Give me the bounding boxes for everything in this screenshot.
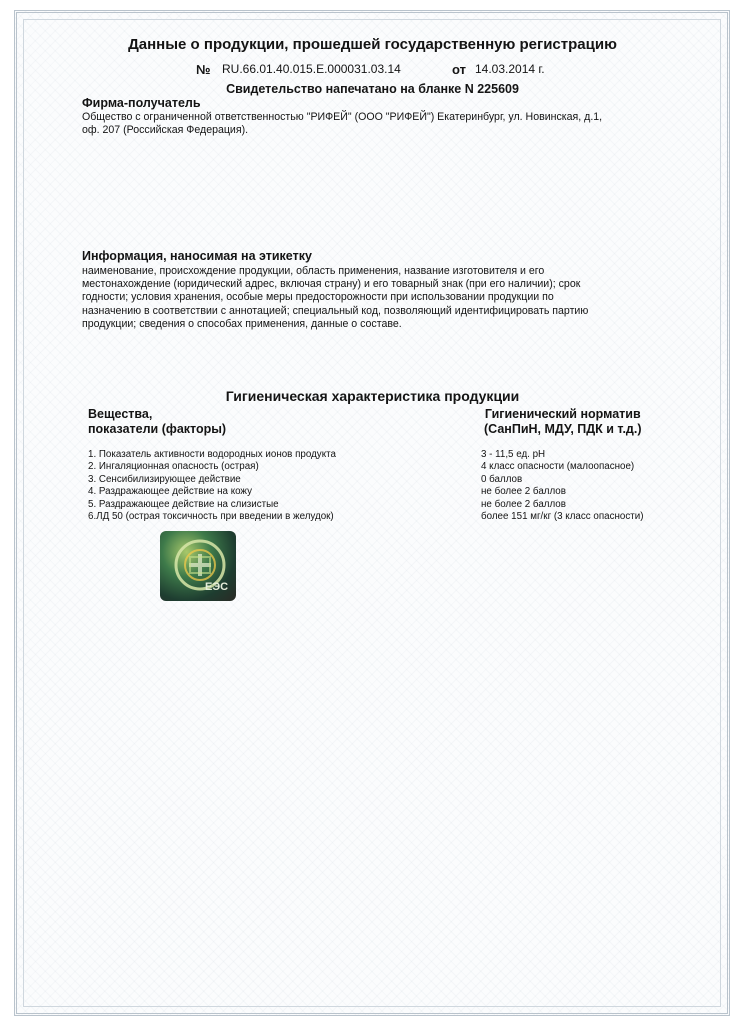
registration-number: RU.66.01.40.015.E.000031.03.14 [222, 62, 401, 76]
recipient-text [82, 111, 602, 137]
hologram-text: ЕЭС [205, 581, 229, 593]
recipient-line: Общество с ограниченной ответственностью "РИФЕЙ" (ООО "РИФЕЙ") Екатеринбург, ул. Новинская, д.1, [82, 111, 603, 123]
hologram-seal-icon [160, 531, 236, 601]
label-info-line: продукции; сведения о способах применения, данные о составе. [82, 317, 402, 330]
norms-head-line: Гигиенический норматив [484, 407, 641, 421]
recipient-line: оф. 207 (Российская Федерация). [82, 124, 249, 137]
label-info-text [82, 265, 588, 331]
factor-item: 6.ЛД 50 (острая токсичность при введении в желудок) [88, 511, 334, 523]
hologram-graphic [160, 531, 236, 601]
norm-item: более 151 мг/кг (3 класс опасности) [481, 511, 644, 523]
factor-item: 5. Раздражающее действие на слизистые [88, 498, 279, 510]
factors-head-line: показатели (факторы) [88, 422, 227, 436]
recipient-heading: Фирма-получатель [82, 96, 201, 110]
norm-item: не более 2 баллов [481, 498, 566, 510]
norm-item: не более 2 баллов [481, 486, 566, 498]
factors-head-line: Вещества, [88, 407, 153, 421]
factor-item: 2. Ингаляционная опасность (острая) [88, 461, 259, 473]
label-info-line: назначению в соответствии с аннотацией; специальный код, позволяющий идентифицировать партию [82, 304, 589, 317]
hygiene-title: Гигиеническая характеристика продукции [225, 388, 520, 404]
registration-date: 14.03.2014 г. [475, 62, 545, 76]
factors-list [88, 449, 336, 523]
label-info-line: наименование, происхождение продукции, область применения, название изготовителя и его [82, 265, 545, 277]
label-info-line: годности; условия хранения, особые меры предосторожности при использовании продукции по [82, 291, 554, 304]
label-info-line: местонахождение (юридический адрес, включая страну) и его товарный знак (при его наличии); срок [82, 278, 581, 291]
factors-column-head [88, 407, 226, 437]
norms-column-head [484, 407, 641, 437]
norm-item: 3 - 11,5 ед. pH [481, 449, 546, 460]
document-title: Данные о продукции, прошедшей государственную регистрацию [128, 36, 617, 53]
certificate-form-line: Свидетельство напечатано на бланке N 225609 [226, 82, 519, 96]
factor-item: 3. Сенсибилизирующее действие [88, 473, 241, 485]
label-info-heading: Информация, наносимая на этикетку [82, 249, 312, 263]
norm-item: 0 баллов [481, 473, 523, 485]
norms-head-line: (СанПиН, МДУ, ПДК и т.д.) [484, 422, 642, 436]
factor-item: 1. Показатель активности водородных ионов продукта [88, 449, 336, 460]
norms-list [481, 449, 643, 523]
norm-item: 4 класс опасности (малоопасное) [481, 461, 635, 473]
date-label: от [452, 62, 466, 77]
number-label: № [196, 62, 211, 77]
factor-item: 4. Раздражающее действие на кожу [88, 486, 252, 498]
